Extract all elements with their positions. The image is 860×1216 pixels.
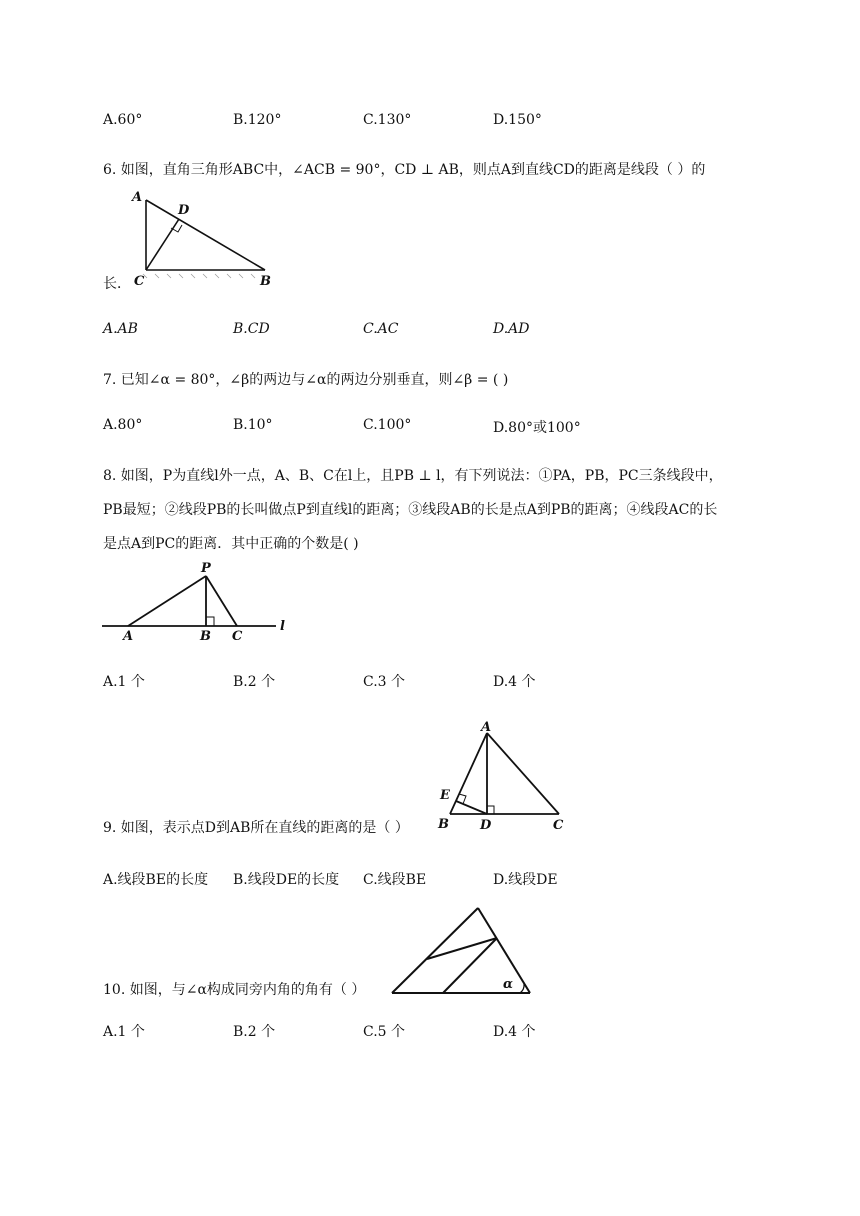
q6-option-c: C.AC bbox=[363, 321, 399, 337]
q10-option-a: A.1 个 bbox=[103, 1024, 145, 1040]
q9-label-d: D bbox=[480, 818, 492, 833]
q9-option-a: A.线段BE的长度 bbox=[103, 872, 209, 888]
q9-figure bbox=[435, 715, 575, 835]
q9-option-d: D.线段DE bbox=[493, 872, 558, 888]
q8-option-d: D.4 个 bbox=[493, 674, 536, 690]
q10-option-d: D.4 个 bbox=[493, 1024, 536, 1040]
q6-option-b: B.CD bbox=[233, 321, 270, 337]
q6-label-b: B bbox=[260, 274, 271, 289]
q9-label-c: C bbox=[553, 818, 564, 833]
q6-label-d: D bbox=[178, 203, 190, 218]
q8-option-a: A.1 个 bbox=[103, 674, 145, 690]
q8-stem-line-1: 8. 如图，P为直线l外一点，A、B、C在l上，且PB ⊥ l，有下列说法：①PA，PB，PC三条线段中， bbox=[103, 468, 723, 484]
q8-label-l: l bbox=[280, 619, 285, 634]
q5-option-a: A.60° bbox=[103, 112, 143, 128]
q10-option-b: B.2 个 bbox=[233, 1024, 276, 1040]
q10-stem: 10. 如图，与∠α构成同旁内角的角有（ ） bbox=[103, 982, 366, 998]
q8-label-c: C bbox=[232, 629, 243, 644]
q8-option-c: C.3 个 bbox=[363, 674, 406, 690]
q9-label-e: E bbox=[440, 788, 450, 803]
q6-label-c: C bbox=[134, 274, 145, 289]
q9-stem: 9. 如图，表示点D到AB所在直线的距离的是（ ） bbox=[103, 820, 409, 836]
q9-option-c: C.线段BE bbox=[363, 872, 427, 888]
q7-option-b: B.10° bbox=[233, 417, 273, 433]
q9-label-b: B bbox=[438, 817, 449, 832]
q8-stem-line-3: 是点A到PC的距离．其中正确的个数是( ) bbox=[103, 536, 359, 552]
q8-figure bbox=[100, 558, 300, 648]
q8-label-p: P bbox=[201, 561, 211, 576]
q9-option-b: B.线段DE的长度 bbox=[233, 872, 340, 888]
q6-label-a: A bbox=[132, 190, 143, 205]
q5-option-d: D.150° bbox=[493, 112, 542, 128]
q6-option-d: D.AD bbox=[493, 321, 530, 337]
q8-label-b: B bbox=[200, 629, 211, 644]
q8-option-b: B.2 个 bbox=[233, 674, 276, 690]
q7-option-d: D.80°或100° bbox=[493, 420, 581, 436]
q5-option-c: C.130° bbox=[363, 112, 412, 128]
q6-stem-tail: 长． bbox=[103, 276, 131, 292]
q5-option-b: B.120° bbox=[233, 112, 282, 128]
q10-figure bbox=[385, 902, 545, 1002]
q6-option-a: A.AB bbox=[103, 321, 138, 337]
q9-label-a: A bbox=[481, 720, 492, 735]
q7-option-c: C.100° bbox=[363, 417, 412, 433]
q7-stem: 7. 已知∠α = 80°，∠β的两边与∠α的两边分别垂直，则∠β = ( ) bbox=[103, 372, 509, 388]
q6-figure bbox=[125, 186, 285, 290]
q10-label-alpha: α bbox=[503, 977, 514, 992]
q10-option-c: C.5 个 bbox=[363, 1024, 406, 1040]
q6-stem: 6. 如图，直角三角形ABC中，∠ACB = 90°，CD ⊥ AB，则点A到直线CD的距离是线段（ ）的 bbox=[103, 162, 706, 178]
q7-option-a: A.80° bbox=[103, 417, 143, 433]
q8-stem-line-2: PB最短；②线段PB的长叫做点P到直线l的距离；③线段AB的长是点A到PB的距离；④线段AC的长 bbox=[103, 502, 718, 518]
q8-label-a: A bbox=[123, 629, 134, 644]
